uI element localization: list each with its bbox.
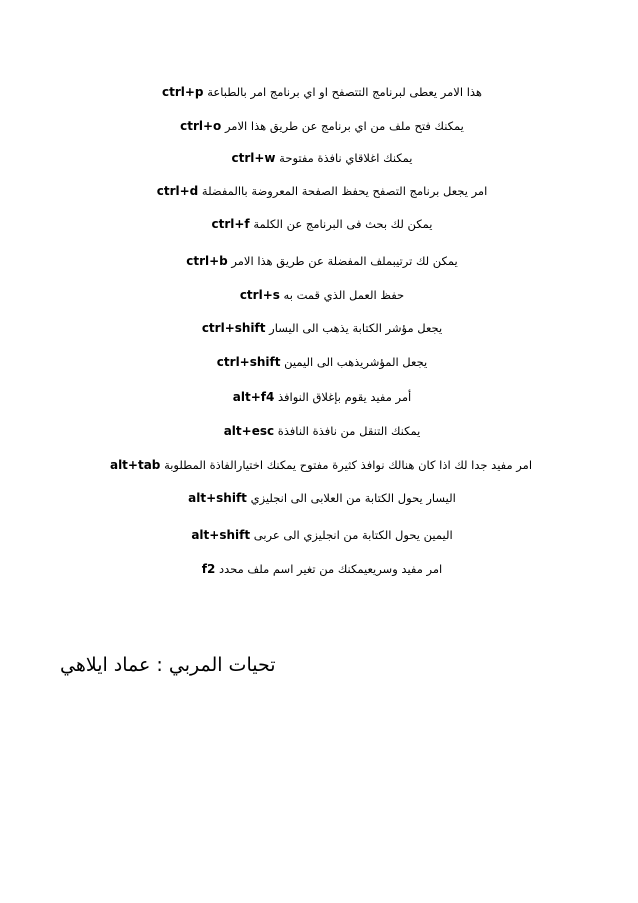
shortcut-line-ctrl-d xyxy=(60,183,580,199)
shortcut-line-alt-shift-right xyxy=(60,527,580,543)
shortcut-line-ctrl-b xyxy=(60,253,580,269)
shortcut-line-ctrl-w xyxy=(60,150,580,166)
shortcut-description: يمكنك فتح ملف من اي برنامج عن طريق هذا الامر xyxy=(224,119,464,133)
shortcut-line-ctrl-shift-right xyxy=(60,354,580,370)
shortcut-key: ctrl+b xyxy=(186,254,228,268)
shortcut-description: اليمين يحول الكتابة من انجليزي الى عربى xyxy=(253,528,453,542)
shortcut-description: يمكن لك بحث فى البرنامج عن الكلمة xyxy=(253,217,433,231)
shortcut-description: امر مفيد جدا لك اذا كان هنالك نوافذ كثيرة مفتوح يمكنك اختيارالفاذة المطلوبة xyxy=(164,458,533,472)
shortcut-key: alt+shift xyxy=(188,491,247,505)
shortcut-key: alt+f4 xyxy=(232,390,275,404)
shortcut-key: ctrl+shift xyxy=(216,355,281,369)
shortcut-key: ctrl+f xyxy=(211,217,250,231)
shortcut-line-alt-shift-left xyxy=(60,490,580,506)
shortcut-line-alt-esc xyxy=(60,423,580,439)
shortcut-key: ctrl+s xyxy=(239,288,280,302)
shortcut-description: امر يجعل برنامج التصفح يحفظ الصفحة المعروضة باالمفضلة xyxy=(201,184,488,198)
shortcut-key: ctrl+p xyxy=(162,85,204,99)
shortcut-key: ctrl+w xyxy=(231,151,276,165)
shortcut-key: alt+esc xyxy=(223,424,275,438)
shortcut-description: يجعل مؤشر الكتابة يذهب الى اليسار xyxy=(269,321,443,335)
shortcut-description: اليسار يحول الكتابة من العلابى الى انجليزي xyxy=(250,491,456,505)
shortcut-description: أمر مفيد يقوم بإغلاق النوافذ xyxy=(278,390,412,404)
shortcut-description: يمكنك التنقل من نافذة النافذة xyxy=(277,424,421,438)
shortcut-line-ctrl-f xyxy=(60,216,580,232)
shortcut-key: alt+shift xyxy=(191,528,251,542)
shortcut-line-ctrl-p xyxy=(60,84,580,100)
shortcut-description: يمكن لك ترتيبملف المفضلة عن طريق هذا الامر xyxy=(231,254,458,268)
shortcut-key: alt+tab xyxy=(109,458,161,472)
shortcut-line-alt-f4 xyxy=(60,389,580,405)
shortcut-key: f2 xyxy=(201,562,216,576)
shortcut-line-ctrl-shift-left xyxy=(60,320,580,336)
shortcut-key: ctrl+shift xyxy=(201,321,266,335)
shortcut-description: يمكنك اغلاقاي نافذة مفتوحة xyxy=(279,151,413,165)
shortcut-description: امر مفيد وسريعيمكنك من تغير اسم ملف محدد xyxy=(218,562,443,576)
shortcut-line-ctrl-s xyxy=(60,287,580,303)
signature-line: تحيات المربي : عماد ايلاهي xyxy=(60,654,276,676)
shortcut-line-ctrl-o xyxy=(60,118,580,134)
shortcut-description: حفظ العمل الذي قمت به xyxy=(283,288,405,302)
shortcut-description: هذا الامر يعطى لبرنامج التتصفح او اي برنامج امر بالطباعة xyxy=(207,85,482,99)
shortcut-key: ctrl+d xyxy=(156,184,199,198)
shortcut-key: ctrl+o xyxy=(180,119,222,133)
shortcut-line-alt-tab xyxy=(20,457,618,473)
shortcut-line-f2 xyxy=(60,561,580,577)
shortcut-description: يجعل المؤشريذهب الى اليمين xyxy=(284,355,428,369)
